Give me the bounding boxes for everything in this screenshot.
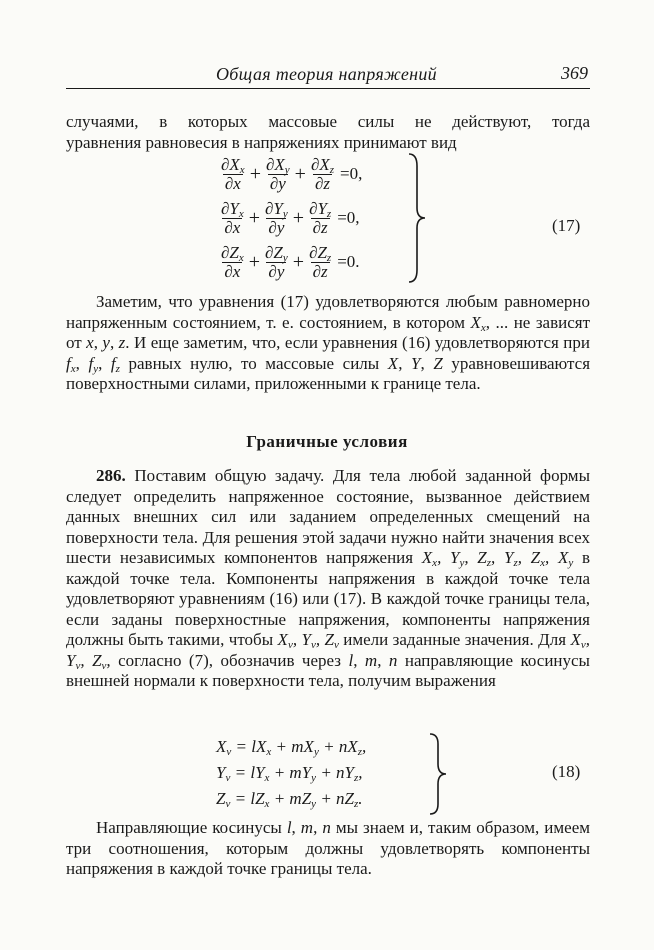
equation-row: $X_\nu = lX_x + mX_y + nX_z$, xyxy=(216,737,367,758)
header-title: Общая теория напряжений xyxy=(216,64,437,84)
equation-number: (18) xyxy=(552,762,581,781)
equation-number: (17) xyxy=(552,216,581,235)
paragraph-intro xyxy=(66,112,590,153)
text-line: уравнения равновесия в напряжениях принимают вид xyxy=(66,132,457,152)
paragraph-closing: Направляющие косинусы l, m, n мы знаем и, таким образом, имеем три соотношения, которым должны удовлетворять компоненты напряжения в каждой точке границы тела. xyxy=(66,818,591,878)
equation-row: $\frac{\partial Z_x}{\partial x}$ + $\frac{\partial Z_y}{\partial y}$ + $\frac{\partial Z_z}{\partial z}$ = 0. xyxy=(221,242,360,281)
equation-row: $Z_\nu = lZ_x + mZ_y + nZ_z$. xyxy=(216,789,363,810)
running-header xyxy=(66,62,590,89)
text-line: случаями, в которых массовые силы не действуют, тогда xyxy=(66,112,590,131)
right-brace-icon xyxy=(405,152,429,284)
page-number: 369 xyxy=(561,63,588,83)
equation-row: $Y_\nu = lY_x + mY_y + nY_z$, xyxy=(216,763,363,784)
equation-row: $\frac{\partial Y_x}{\partial x}$ + $\frac{\partial Y_y}{\partial y}$ + $\frac{\partial Y_z}{\partial z}$ = 0, xyxy=(221,198,360,237)
paragraph-remark: Заметим, что уравнения (17) удовлетворяются любым равномерно напряженным состоянием, т. е. состоянием, в котором $X_x$, ... не зависят от x, y, z. И еще заметим, что, если уравнения (16) удовлетворяются при $f_x$, $f_y$, $f_z$ равных нулю, то массовые силы X, Y, Z уравновешиваются поверхностными силами, приложенными к границе тела. xyxy=(66,292,591,393)
equation-row: $\frac{\partial X_x}{\partial x}$ + $\frac{\partial X_y}{\partial y}$ + $\frac{\partial X_z}{\partial z}$ = 0, xyxy=(221,154,363,193)
right-brace-icon xyxy=(426,732,450,816)
paragraph-286: 286. Поставим общую задачу. Для тела любой заданной формы следует определить напряженное состояние, вызванное действием данных внешних сил или заданием определенных смещений на поверхности тела. Для решения этой задачи нужно найти значения всех шести независимых компонентов напряжения $X_x$, $Y_y$, $Z_z$, $Y_z$, $Z_x$, $X_y$ в каждой точке тела. Компоненты напряжения в каждой точке тела удовлетворяют уравнениям (16) или (17). В каждой точке границы тела, если заданы поверхностные напряжения, компоненты напряжения должны быть такими, чтобы $X_\nu$, $Y_\nu$, $Z_\nu$ имели заданные значения. Для $X_\nu$, $Y_\nu$, $Z_\nu$, согласно (7), обозначив через l, m, n направляющие косинусы внешней нормали к поверхности тела, получим выражения xyxy=(66,466,590,690)
section-heading: Граничные условия xyxy=(246,432,408,451)
